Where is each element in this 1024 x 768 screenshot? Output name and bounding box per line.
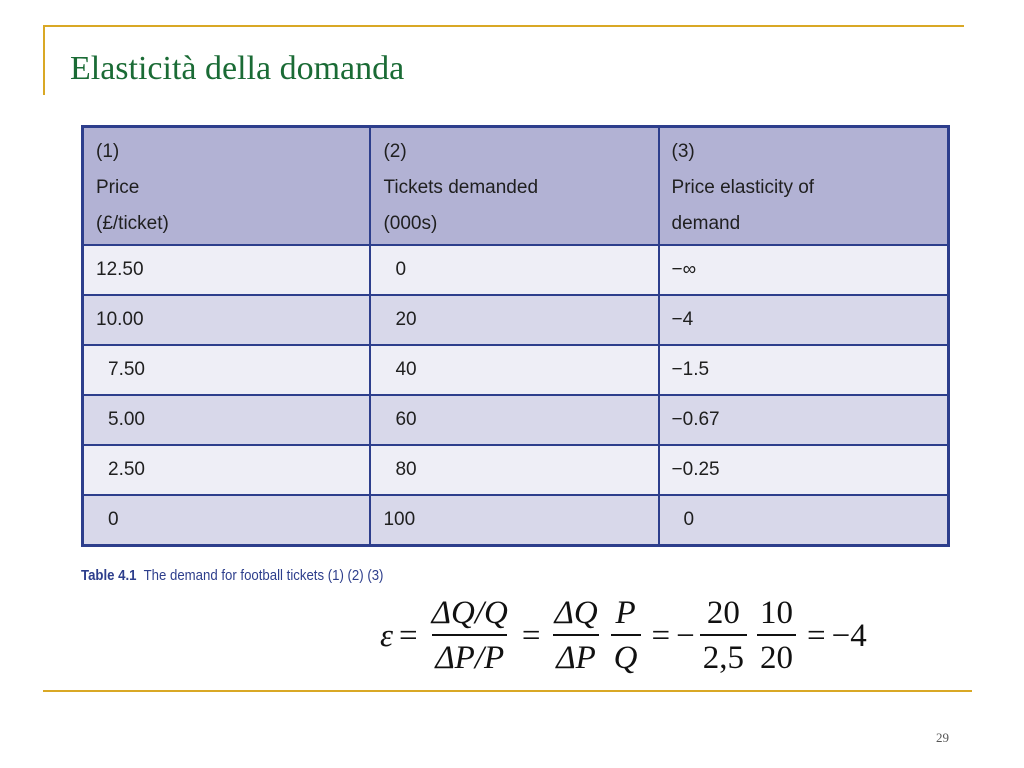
tickets-cell: 100 (370, 495, 658, 546)
fraction-numerator: ΔQ (554, 595, 598, 631)
fraction-delta (551, 597, 600, 675)
fraction-numerator: ΔQ/Q (431, 595, 508, 631)
equals-sign: = (399, 617, 418, 654)
table-header-row (83, 127, 949, 245)
frame-bottom-line (43, 690, 972, 692)
caption-label: Table 4.1 (81, 567, 137, 584)
minus-sign: − (676, 617, 695, 654)
caption-text: The demand for football tickets (1) (2) (3) (143, 567, 384, 584)
table-caption (81, 567, 383, 584)
frame-left-line (43, 25, 45, 95)
elasticity-cell: 0 (659, 495, 949, 546)
tickets-cell: 60 (370, 395, 658, 445)
frame-top-line (43, 25, 964, 27)
price-cell: 5.00 (83, 395, 371, 445)
table-row (83, 445, 949, 495)
table-row (83, 295, 949, 345)
header-line: Price elasticity of (671, 177, 815, 198)
fraction-numerator: 20 (706, 595, 740, 631)
header-line: Tickets demanded (383, 177, 539, 198)
tickets-cell: 0 (370, 245, 658, 295)
fraction-denominator: ΔP/P (432, 634, 507, 675)
equals-sign: = (807, 617, 826, 654)
header-line: Price (96, 177, 140, 198)
table-row (83, 345, 949, 395)
fraction-price-quantity (611, 597, 641, 675)
header-price (83, 127, 371, 245)
price-cell: 12.50 (83, 245, 371, 295)
header-tickets (370, 127, 658, 245)
elasticity-cell: −1.5 (659, 345, 949, 395)
fraction-numerator: 10 (760, 595, 794, 631)
elasticity-cell: −∞ (659, 245, 949, 295)
slide-title: Elasticità della domanda (70, 50, 405, 87)
elasticity-formula (380, 588, 867, 684)
tickets-cell: 40 (370, 345, 658, 395)
header-line: (£/ticket) (96, 213, 169, 234)
elasticity-cell: −0.67 (659, 395, 949, 445)
header-line: demand (671, 213, 741, 234)
header-line: (1) (96, 141, 120, 162)
elasticity-cell: −4 (659, 295, 949, 345)
fraction-numeric-1 (700, 597, 747, 675)
fraction-denominator: Q (611, 634, 641, 675)
header-line: (2) (383, 141, 407, 162)
fraction-denominator: 20 (757, 634, 796, 675)
fraction-ratio (429, 597, 511, 675)
table-row (83, 395, 949, 445)
tickets-cell: 80 (370, 445, 658, 495)
price-cell: 7.50 (83, 345, 371, 395)
price-cell: 0 (83, 495, 371, 546)
header-line: (000s) (383, 213, 438, 234)
epsilon-symbol: ε (380, 617, 394, 654)
fraction-denominator: 2,5 (700, 634, 747, 675)
fraction-numerator: P (615, 595, 636, 631)
page-number: 29 (936, 730, 949, 745)
header-elasticity (659, 127, 949, 245)
demand-table (81, 125, 950, 547)
equals-sign: = (521, 617, 541, 654)
fraction-numeric-2 (757, 597, 796, 675)
elasticity-cell: −0.25 (659, 445, 949, 495)
fraction-denominator: ΔP (553, 634, 599, 675)
tickets-cell: 20 (370, 295, 658, 345)
equals-sign: = (651, 617, 671, 654)
price-cell: 10.00 (83, 295, 371, 345)
price-cell: 2.50 (83, 445, 371, 495)
table-row (83, 245, 949, 295)
header-line: (3) (671, 141, 695, 162)
table-row (83, 495, 949, 546)
formula-result: −4 (831, 617, 867, 654)
